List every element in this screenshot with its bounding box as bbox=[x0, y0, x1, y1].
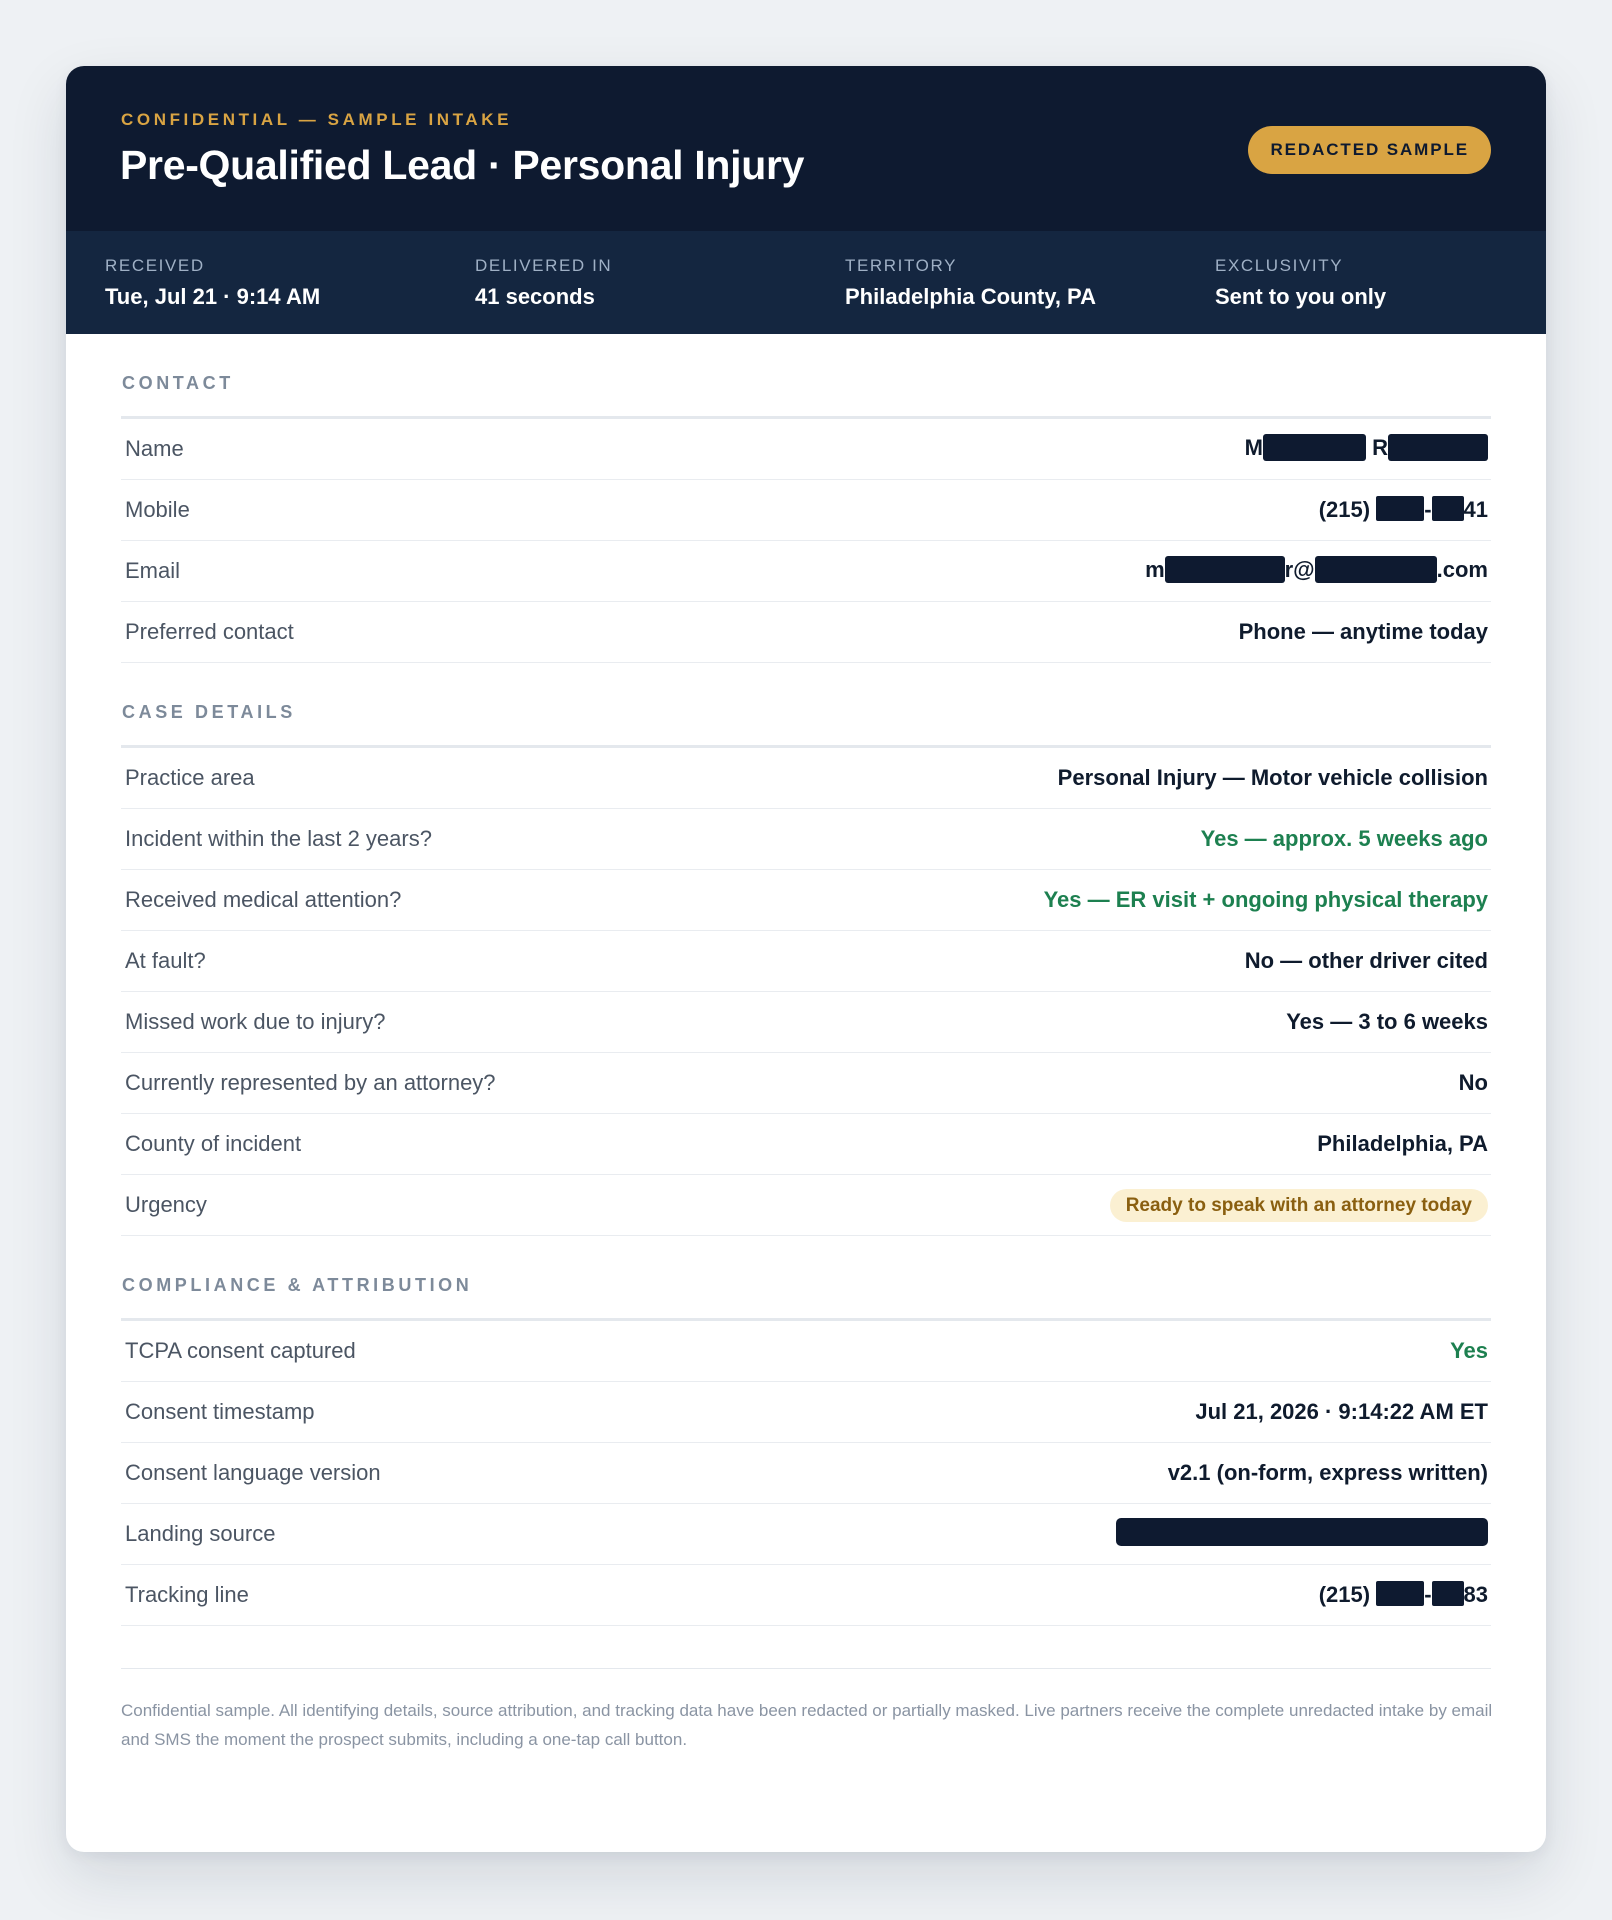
row-preferred-contact bbox=[121, 602, 1491, 663]
row-label: County of incident bbox=[125, 1131, 302, 1156]
meta-value: 41 seconds bbox=[475, 284, 595, 309]
phone-area-code: (215) bbox=[1318, 1581, 1371, 1607]
email-tld: .com bbox=[1436, 557, 1488, 583]
redaction-bar bbox=[1376, 1581, 1424, 1606]
redaction-bar bbox=[1116, 1518, 1488, 1546]
meta-value: Sent to you only bbox=[1215, 284, 1387, 309]
redaction-bar bbox=[1165, 556, 1285, 583]
eyebrow-label: CONFIDENTIAL — SAMPLE INTAKE bbox=[121, 110, 513, 129]
row-label: Practice area bbox=[125, 765, 255, 790]
meta-value: Philadelphia County, PA bbox=[845, 284, 1096, 309]
row-consent-timestamp bbox=[121, 1382, 1491, 1443]
lead-body bbox=[66, 334, 1546, 1754]
row-label: Landing source bbox=[125, 1521, 276, 1546]
phone-suffix: 83 bbox=[1463, 1581, 1488, 1607]
name-first-initial: M bbox=[1244, 435, 1263, 461]
name-last-initial: R bbox=[1372, 435, 1388, 461]
row-value: Personal Injury — Motor vehicle collision bbox=[1057, 765, 1488, 790]
row-value: Philadelphia, PA bbox=[1317, 1131, 1488, 1156]
row-landing-source bbox=[121, 1504, 1491, 1565]
row-value: v2.1 (on-form, express written) bbox=[1167, 1460, 1488, 1485]
row-name bbox=[121, 419, 1491, 480]
lead-header bbox=[66, 66, 1546, 231]
row-practice-area bbox=[121, 748, 1491, 809]
row-label: Preferred contact bbox=[125, 619, 294, 644]
row-label: Mobile bbox=[125, 497, 190, 522]
redaction-bar bbox=[1376, 496, 1424, 521]
row-label: Name bbox=[125, 436, 184, 461]
row-consent-version bbox=[121, 1443, 1491, 1504]
row-label: Currently represented by an attorney? bbox=[125, 1070, 496, 1095]
redaction-bar bbox=[1263, 434, 1366, 461]
row-label: At fault? bbox=[125, 948, 206, 973]
row-missed-work bbox=[121, 992, 1491, 1053]
row-label: Email bbox=[125, 558, 181, 583]
row-value: No bbox=[1458, 1070, 1488, 1095]
meta-bar bbox=[66, 231, 1546, 334]
meta-label: TERRITORY bbox=[845, 256, 958, 275]
row-at-fault bbox=[121, 931, 1491, 992]
row-value: Jul 21, 2026 · 9:14:22 AM ET bbox=[1195, 1399, 1488, 1424]
row-urgency bbox=[121, 1175, 1491, 1236]
row-label: Urgency bbox=[125, 1192, 207, 1217]
redaction-bar bbox=[1388, 434, 1488, 461]
row-label: Received medical attention? bbox=[125, 887, 402, 912]
section-title-case-details: CASE DETAILS bbox=[121, 663, 1491, 748]
meta-exclusivity bbox=[1176, 231, 1546, 334]
row-value: Yes bbox=[1450, 1338, 1488, 1363]
row-label: Incident within the last 2 years? bbox=[125, 826, 432, 851]
redaction-bar bbox=[1432, 1581, 1464, 1606]
page-title: Pre-Qualified Lead · Personal Injury bbox=[120, 142, 805, 188]
meta-received bbox=[66, 231, 436, 334]
row-label: Missed work due to injury? bbox=[125, 1009, 386, 1034]
meta-label: EXCLUSIVITY bbox=[1215, 256, 1344, 275]
row-email bbox=[121, 541, 1491, 602]
urgency-badge: Ready to speak with an attorney today bbox=[1110, 1189, 1488, 1222]
masked-email bbox=[1145, 557, 1488, 585]
meta-value: Tue, Jul 21 · 9:14 AM bbox=[105, 284, 321, 309]
row-label: Consent timestamp bbox=[125, 1399, 315, 1424]
phone-suffix: 41 bbox=[1463, 496, 1488, 522]
row-value: Yes — approx. 5 weeks ago bbox=[1200, 826, 1488, 851]
row-medical-attention bbox=[121, 870, 1491, 931]
row-value: No — other driver cited bbox=[1244, 948, 1488, 973]
row-incident-window bbox=[121, 809, 1491, 870]
row-tcpa bbox=[121, 1321, 1491, 1382]
section-title-compliance: COMPLIANCE & ATTRIBUTION bbox=[121, 1236, 1491, 1321]
masked-tracking-phone: (215) - 83 bbox=[1318, 1581, 1488, 1607]
row-label: TCPA consent captured bbox=[125, 1338, 356, 1363]
row-value: Yes — 3 to 6 weeks bbox=[1286, 1009, 1488, 1034]
redaction-bar bbox=[1432, 496, 1464, 521]
phone-area-code: (215) bbox=[1318, 496, 1371, 522]
redaction-bar bbox=[1315, 556, 1437, 583]
section-title-contact: CONTACT bbox=[121, 334, 1491, 419]
meta-delivered bbox=[436, 231, 806, 334]
meta-label: DELIVERED IN bbox=[475, 256, 613, 275]
row-label: Consent language version bbox=[125, 1460, 381, 1485]
landing-source-value bbox=[1116, 1520, 1488, 1548]
email-local-start: m bbox=[1145, 557, 1165, 583]
confidential-footnote: Confidential sample. All identifying details, source attribution, and tracking data have been redacted or partially masked. Live partners receive the complete unredacted intake by email and SMS the moment the prospect submits, including a one-tap call button. bbox=[121, 1701, 1493, 1749]
row-label: Tracking line bbox=[125, 1582, 249, 1607]
row-mobile bbox=[121, 480, 1491, 541]
row-tracking-line bbox=[121, 1565, 1491, 1626]
row-value: Phone — anytime today bbox=[1238, 619, 1488, 644]
row-represented bbox=[121, 1053, 1491, 1114]
meta-label: RECEIVED bbox=[105, 256, 205, 275]
email-at: r@ bbox=[1284, 557, 1315, 583]
row-county bbox=[121, 1114, 1491, 1175]
redacted-sample-badge: REDACTED SAMPLE bbox=[1248, 126, 1491, 174]
footer-divider bbox=[121, 1668, 1491, 1669]
row-value: Yes — ER visit + ongoing physical therapy bbox=[1043, 887, 1488, 912]
meta-territory bbox=[806, 231, 1176, 334]
masked-name bbox=[1245, 435, 1488, 463]
masked-phone: (215) - 41 bbox=[1318, 496, 1488, 522]
lead-card bbox=[66, 66, 1546, 1852]
